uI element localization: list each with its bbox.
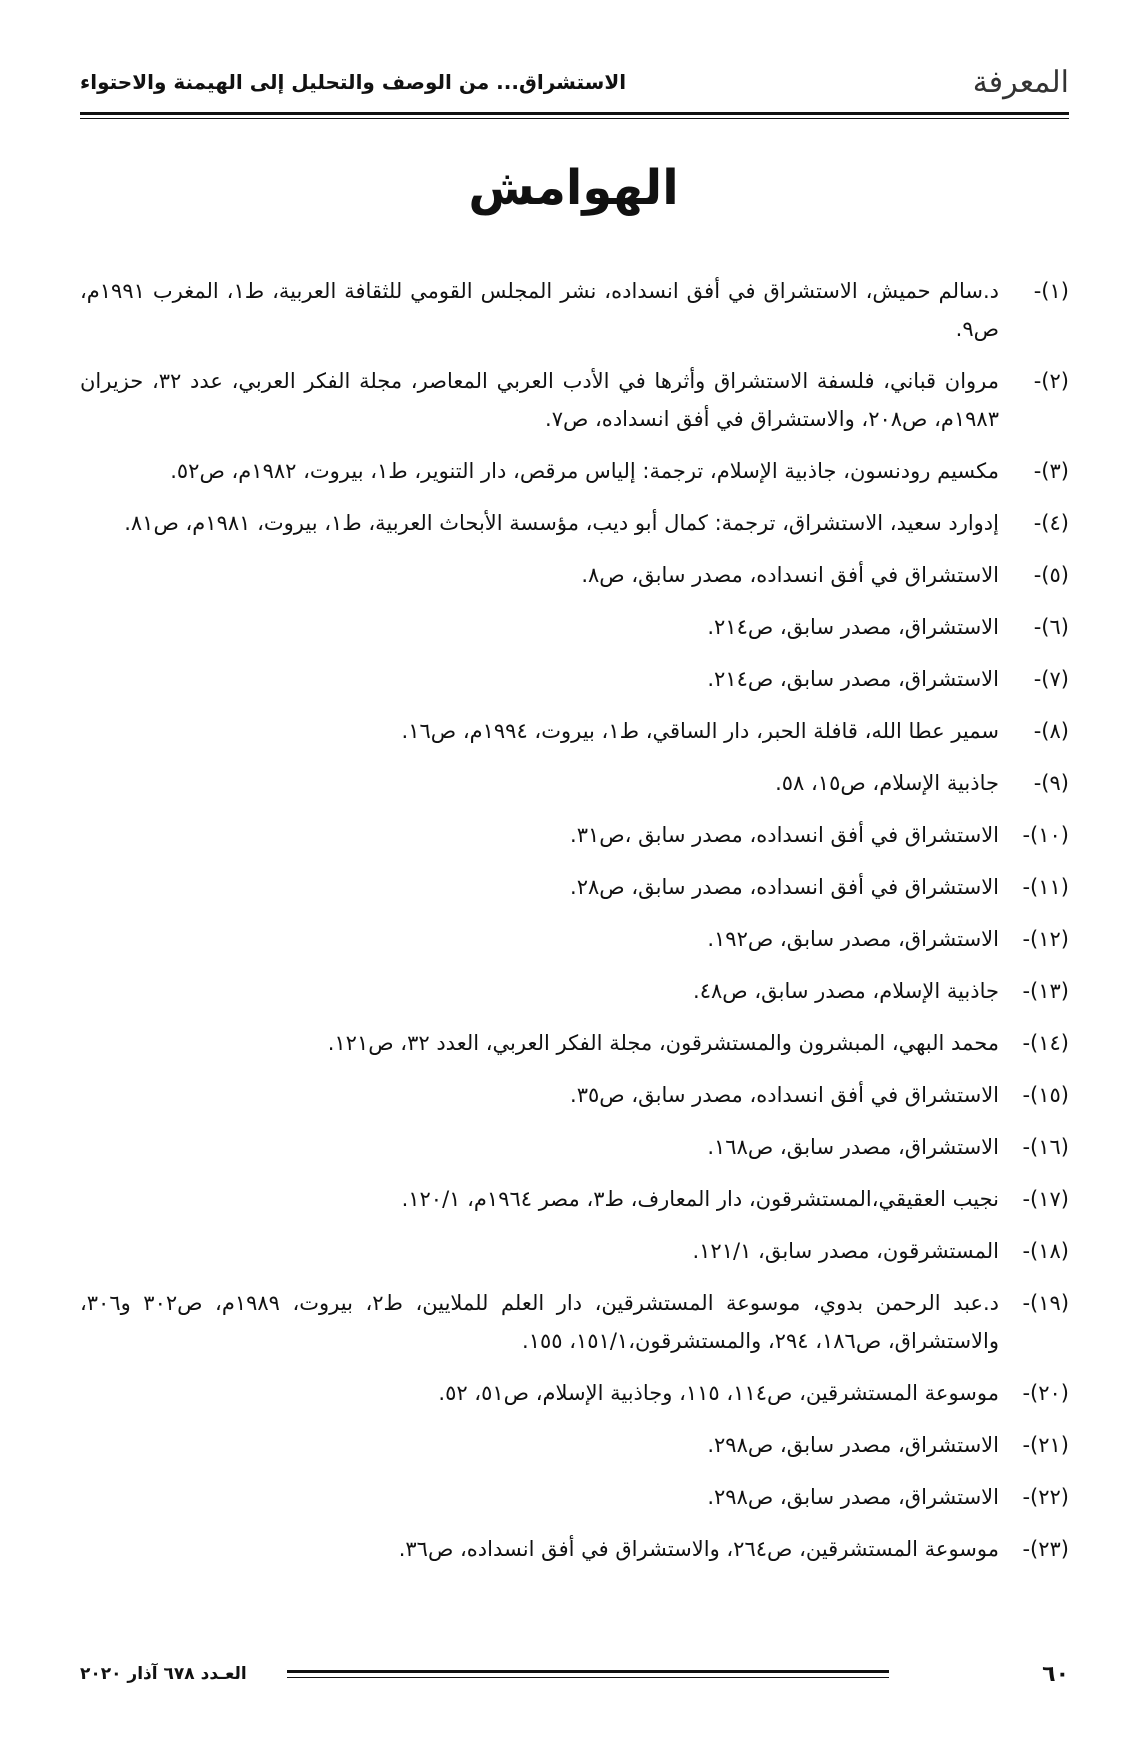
footnote-number: (١)- bbox=[1033, 279, 1069, 303]
footnote-item bbox=[80, 504, 1069, 542]
footnote-item bbox=[80, 1426, 1069, 1464]
footnote-number: (٢٢)- bbox=[1022, 1485, 1069, 1509]
footnote-text: الاستشراق في أفق انسداده، مصدر سابق، ص٢٨. bbox=[570, 875, 999, 899]
footnote-number: (١٢)- bbox=[1022, 927, 1069, 951]
magazine-logo: المعرفة bbox=[972, 64, 1069, 100]
footnote-text: الاستشراق، مصدر سابق، ص١٦٨. bbox=[707, 1135, 999, 1159]
footnote-text: المستشرقون، مصدر سابق، ١٢١/١. bbox=[692, 1239, 999, 1263]
footnote-number: (٨)- bbox=[1033, 719, 1069, 743]
footnote-text: الاستشراق، مصدر سابق، ص٢٩٨. bbox=[707, 1433, 999, 1457]
footnote-number: (١٩)- bbox=[1022, 1291, 1070, 1315]
footnote-item bbox=[80, 362, 1069, 438]
footnote-item bbox=[80, 1128, 1069, 1166]
footnote-number: (٢١)- bbox=[1022, 1433, 1069, 1457]
footnote-item bbox=[80, 1232, 1069, 1270]
footnote-item bbox=[80, 712, 1069, 750]
footnote-item bbox=[80, 556, 1069, 594]
footnote-item bbox=[80, 1024, 1069, 1062]
footer-rule bbox=[287, 1670, 889, 1678]
footnote-text: إدوارد سعيد، الاستشراق، ترجمة: كمال أبو ديب، مؤسسة الأبحاث العربية، ط١، بيروت، ١٩٨١م، ص٨١. bbox=[124, 511, 999, 535]
issue-info: العـدد ٦٧٨ آذار ٢٠٢٠ bbox=[80, 1664, 247, 1684]
footnote-number: (٥)- bbox=[1033, 563, 1069, 587]
page-header bbox=[80, 60, 1069, 104]
footnote-text: د.عبد الرحمن بدوي، موسوعة المستشرقين، دار العلم للملايين، ط٢، بيروت، ١٩٨٩م، ص٣٠٢ و٣٠٦، والاستشراق، ص١٨٦، ٢٩٤، والمستشرقون،١٥١/١، ١٥٥. bbox=[80, 1291, 1000, 1353]
footnote-text: الاستشراق، مصدر سابق، ص٢١٤. bbox=[707, 615, 999, 639]
footnote-item bbox=[80, 272, 1069, 348]
footnote-number: (١٣)- bbox=[1022, 979, 1069, 1003]
footnote-text: موسوعة المستشرقين، ص١١٤، ١١٥، وجاذبية الإسلام، ص٥١، ٥٢. bbox=[438, 1381, 999, 1405]
header-rule-thin bbox=[80, 118, 1069, 119]
footnote-number: (٤)- bbox=[1033, 511, 1069, 535]
footnote-number: (١٥)- bbox=[1022, 1083, 1069, 1107]
footnote-item bbox=[80, 868, 1069, 906]
footnote-item bbox=[80, 1180, 1069, 1218]
page-title: الهوامش bbox=[468, 160, 679, 216]
footnote-text: الاستشراق في أفق انسداده، مصدر سابق ،ص٣١. bbox=[570, 823, 999, 847]
footnote-number: (٢٠)- bbox=[1022, 1381, 1069, 1405]
running-title: الاستشراق... من الوصف والتحليل إلى الهيمنة والاحتواء bbox=[80, 70, 627, 94]
footnote-item bbox=[80, 1374, 1069, 1412]
footnote-number: (١٨)- bbox=[1022, 1239, 1069, 1263]
footnote-number: (١٠)- bbox=[1022, 823, 1069, 847]
footnote-text: الاستشراق في أفق انسداده، مصدر سابق، ص٨. bbox=[581, 563, 999, 587]
footnotes-list bbox=[80, 272, 1069, 1582]
footnote-item bbox=[80, 1076, 1069, 1114]
footnote-item bbox=[80, 608, 1069, 646]
footnote-number: (٢٣)- bbox=[1022, 1537, 1069, 1561]
footnote-text: جاذبية الإسلام، مصدر سابق، ص٤٨. bbox=[693, 979, 999, 1003]
footnote-text: الاستشراق في أفق انسداده، مصدر سابق، ص٣٥. bbox=[570, 1083, 999, 1107]
footnote-number: (٧)- bbox=[1033, 667, 1069, 691]
footnote-text: د.سالم حميش، الاستشراق في أفق انسداده، نشر المجلس القومي للثقافة العربية، ط١، المغرب ١٩٩١م، ص٩. bbox=[80, 279, 999, 341]
footnote-text: الاستشراق، مصدر سابق، ص٢١٤. bbox=[707, 667, 999, 691]
header-rule-thick bbox=[80, 112, 1069, 115]
footnote-number: (٩)- bbox=[1033, 771, 1069, 795]
footnote-number: (١٦)- bbox=[1022, 1135, 1069, 1159]
footnote-text: سمير عطا الله، قافلة الحبر، دار الساقي، ط١، بيروت، ١٩٩٤م، ص١٦. bbox=[401, 719, 999, 743]
footnote-number: (١٧)- bbox=[1022, 1187, 1069, 1211]
footnote-number: (٣)- bbox=[1033, 459, 1069, 483]
footnote-item bbox=[80, 452, 1069, 490]
footnote-item bbox=[80, 1478, 1069, 1516]
page-number: ٦٠ bbox=[1042, 1661, 1069, 1687]
footnote-text: مروان قباني، فلسفة الاستشراق وأثرها في الأدب العربي المعاصر، مجلة الفكر العربي، عدد ٣٢، حزيران ١٩٨٣م، ص٢٠٨، والاستشراق في أفق انسداده، ص٧. bbox=[80, 369, 999, 431]
footnote-item bbox=[80, 660, 1069, 698]
footnote-text: الاستشراق، مصدر سابق، ص١٩٢. bbox=[707, 927, 999, 951]
footnote-number: (٢)- bbox=[1033, 369, 1069, 393]
footnote-text: موسوعة المستشرقين، ص٢٦٤، والاستشراق في أفق انسداده، ص٣٦. bbox=[398, 1537, 999, 1561]
footnote-item bbox=[80, 764, 1069, 802]
footnote-text: محمد البهي، المبشرون والمستشرقون، مجلة الفكر العربي، العدد ٣٢، ص١٢١. bbox=[327, 1031, 999, 1055]
footnote-text: مكسيم رودنسون، جاذبية الإسلام، ترجمة: إلياس مرقص، دار التنوير، ط١، بيروت، ١٩٨٢م، ص٥٢. bbox=[170, 459, 999, 483]
footnote-text: نجيب العقيقي،المستشرقون، دار المعارف، ط٣، مصر ١٩٦٤م، ١٢٠/١. bbox=[401, 1187, 999, 1211]
footnote-item bbox=[80, 1530, 1069, 1568]
footnote-number: (١١)- bbox=[1022, 875, 1069, 899]
footnote-item bbox=[80, 1284, 1069, 1360]
footnote-item bbox=[80, 920, 1069, 958]
footnote-item bbox=[80, 972, 1069, 1010]
footnote-number: (١٤)- bbox=[1022, 1031, 1069, 1055]
footnote-text: الاستشراق، مصدر سابق، ص٢٩٨. bbox=[707, 1485, 999, 1509]
page-footer bbox=[80, 1656, 1069, 1692]
footnote-item bbox=[80, 816, 1069, 854]
footnote-number: (٦)- bbox=[1033, 615, 1069, 639]
footnote-text: جاذبية الإسلام، ص١٥، ٥٨. bbox=[775, 771, 999, 795]
